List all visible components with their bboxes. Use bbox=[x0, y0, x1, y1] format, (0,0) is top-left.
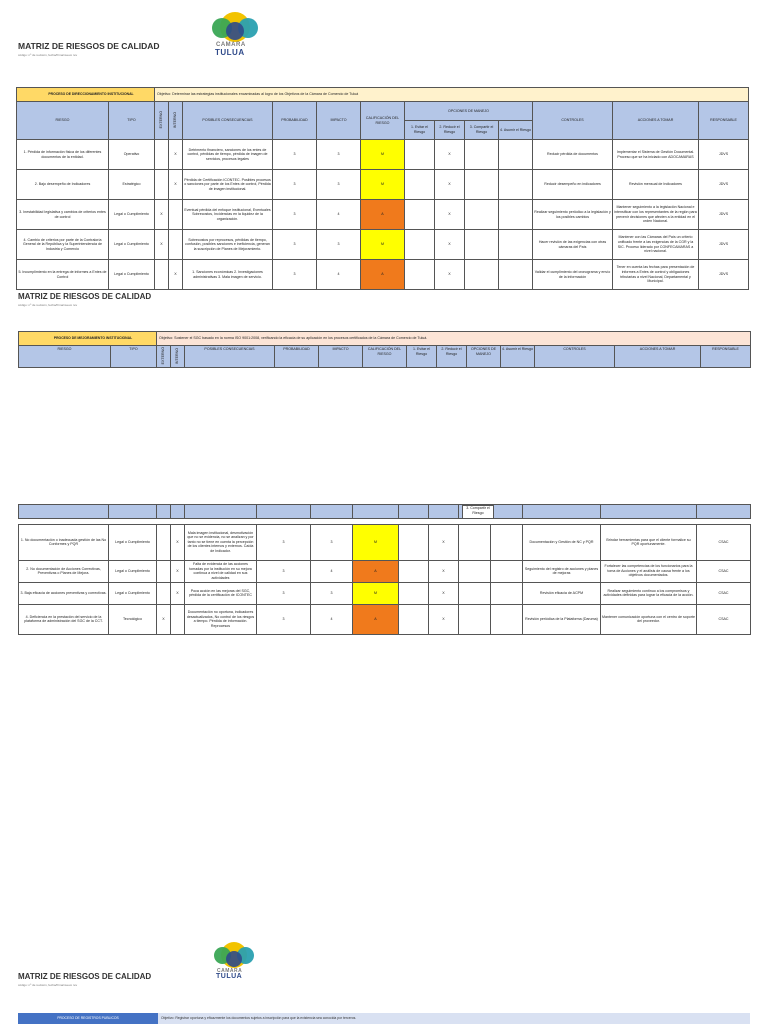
cell-controles: Hacer revisión de las exigencias con otras cámaras del País bbox=[533, 230, 613, 260]
logo-text-camara: CAMARA bbox=[217, 968, 243, 974]
header-riesgo: RIESGO bbox=[17, 102, 109, 140]
blank-header bbox=[697, 505, 751, 519]
cell-impacto: 3 bbox=[317, 140, 361, 170]
process-label: PROCESO DE DIRECCIONAMIENTO INSTITUCIONAL bbox=[17, 88, 155, 102]
header-impacto: IMPACTO bbox=[319, 346, 363, 368]
cell-responsable: CSAC bbox=[697, 582, 751, 604]
cell-asumir bbox=[499, 170, 533, 200]
cell-tipo: Estratégico bbox=[109, 170, 155, 200]
cell-asumir bbox=[499, 140, 533, 170]
header-interno: INTERNO bbox=[171, 346, 185, 368]
cell-externo: X bbox=[155, 200, 169, 230]
cell-externo bbox=[157, 582, 171, 604]
cell-interno: X bbox=[171, 524, 185, 560]
header-consecuencias: POSIBLES CONSECUENCIAS bbox=[185, 346, 275, 368]
cell-reducir: X bbox=[435, 170, 465, 200]
cell-responsable: JDVS bbox=[699, 230, 749, 260]
blank-header bbox=[399, 505, 429, 519]
cell-riesgo: 5. Incumplimiento en la entrega de informes a Entes de Control bbox=[17, 260, 109, 290]
cell-asumir bbox=[491, 560, 523, 582]
header-consecuencias: POSIBLES CONSECUENCIAS bbox=[183, 102, 273, 140]
header-reducir: 2. Reducir el Riesgo bbox=[437, 346, 467, 368]
header-controles: CONTROLES bbox=[535, 346, 615, 368]
cell-reducir: X bbox=[429, 604, 459, 634]
cell-interno bbox=[169, 230, 183, 260]
blank-header bbox=[523, 505, 601, 519]
cell-controles: Realizar seguimiento periódico a la legislación y los posibles cambios bbox=[533, 200, 613, 230]
header-probabilidad: PROBABILIDAD bbox=[275, 346, 319, 368]
cell-tipo: Legal o Cumplimiento bbox=[109, 582, 157, 604]
process-objective: Objetivo: Sostener el SGC basado en la norma ISO 9001:2008, verificando la eficacia de su aplicación en los procesos certificados de la Cámara de Comercio de Tuluá. bbox=[157, 332, 751, 346]
cell-riesgo: 3. Inestabilidad legislativa y cambios de criterios entes de control bbox=[17, 200, 109, 230]
risk-table-mejoramiento-rows bbox=[18, 504, 751, 635]
process-objective-bar bbox=[158, 1013, 750, 1024]
cell-reducir: X bbox=[435, 260, 465, 290]
cell-interno: X bbox=[171, 582, 185, 604]
camara-tulua-logo-bottom bbox=[214, 942, 254, 980]
cell-responsable: JDVS bbox=[699, 200, 749, 230]
header-asumir: 4. Asumir el Riesgo bbox=[499, 121, 533, 140]
blank-header bbox=[257, 505, 311, 519]
header-evitar: 1. Evitar el Riesgo bbox=[407, 346, 437, 368]
process-label: PROCESO DE MEJORAMIENTO INSTITUCIONAL bbox=[19, 332, 157, 346]
cell-impacto: 4 bbox=[317, 200, 361, 230]
cell-reducir: X bbox=[429, 560, 459, 582]
cell-controles: Revisión periódica de la Plataforma (Daruma) bbox=[523, 604, 601, 634]
cell-acciones: Fortalecer las competencias de los funcionarios para la toma de Acciones y el análisis de causa frente a los objetivos documentados. bbox=[601, 560, 697, 582]
process-objective: Objetivo: Determinar las estrategias institucionales encaminadas al logro de los Objetivos de la Cámara de Comercio de Tuluá bbox=[155, 88, 749, 102]
header-reducir: 2. Reducir el Riesgo bbox=[435, 121, 465, 140]
header-tipo: TIPO bbox=[111, 346, 157, 368]
header-externo: EXTERNO bbox=[155, 102, 169, 140]
cell-externo: X bbox=[157, 604, 171, 634]
header-tipo: TIPO bbox=[109, 102, 155, 140]
header-calificacion: CALIFICACIÓN DEL RIESGO bbox=[363, 346, 407, 368]
cell-reducir: X bbox=[429, 582, 459, 604]
cell-controles: Validar el cumplimiento del cronograma y envío de la información bbox=[533, 260, 613, 290]
table-row bbox=[17, 170, 749, 200]
camara-tulua-logo bbox=[212, 12, 258, 57]
cell-calificacion: M bbox=[353, 582, 399, 604]
cell-reducir: X bbox=[435, 200, 465, 230]
logo-text-tulua: TULUA bbox=[215, 48, 245, 57]
cell-riesgo: 1. Pérdida de información física de los diferentes documentos de la entidad. bbox=[17, 140, 109, 170]
blank-header bbox=[185, 505, 257, 519]
cell-externo: X bbox=[155, 230, 169, 260]
cell-interno bbox=[169, 200, 183, 230]
cell-evitar bbox=[399, 524, 429, 560]
header-acciones: ACCIONES A TOMAR bbox=[615, 346, 701, 368]
cell-probabilidad: 3 bbox=[257, 582, 311, 604]
cell-compartir bbox=[459, 560, 491, 582]
cell-consecuencias: Poca acción en las mejoras del SGC, pérdida de la certificación de ICONTEC bbox=[185, 582, 257, 604]
compartir-label: 3. Compartir el Riesgo bbox=[462, 505, 494, 519]
cell-calificacion: A bbox=[353, 604, 399, 634]
cell-tipo: Legal o Cumplimiento bbox=[109, 260, 155, 290]
cell-consecuencias: Mala imagen institucional, desmotivación que no se evidencia, no se analizan y por tanto no se tiene en cuenta la percepción de los clientes internos y externos. Caída de Indicador. bbox=[185, 524, 257, 560]
cell-responsable: JDVS bbox=[699, 140, 749, 170]
cell-acciones: Mantener seguimiento a la legislación Nacional e intensificar con los representantes de la región para prevenir decisiones que afecten a la entidad en el orden Nacional. bbox=[613, 200, 699, 230]
cell-interno: X bbox=[171, 560, 185, 582]
cell-asumir bbox=[499, 230, 533, 260]
logo-blue-circle bbox=[226, 951, 242, 967]
table-row bbox=[17, 260, 749, 290]
cell-interno: X bbox=[169, 170, 183, 200]
cell-impacto: 3 bbox=[317, 230, 361, 260]
cell-controles: Documentación y Gestión de NC y PQR bbox=[523, 524, 601, 560]
cell-acciones: Mantener con las Cámaras del País un criterio unificado frente a las exigencias de la CGR y la SIC. Proceso liderado por CONFECAMARAS a nivel nacional. bbox=[613, 230, 699, 260]
cell-calificacion: M bbox=[353, 524, 399, 560]
table-row bbox=[19, 560, 751, 582]
process-label: PROCESO DE REGISTROS PUBLICOS bbox=[57, 1016, 119, 1020]
cell-riesgo: 2. Bajo desempeño de Indicadores bbox=[17, 170, 109, 200]
cell-responsable: CSAC bbox=[697, 560, 751, 582]
section4-subtitle: código: nº de revisión, fecha/firma/nuevo rev bbox=[18, 983, 78, 987]
cell-controles: Seguimiento del registro de acciones y planes de mejoras bbox=[523, 560, 601, 582]
table-row bbox=[17, 200, 749, 230]
cell-asumir bbox=[491, 582, 523, 604]
blank-header bbox=[311, 505, 353, 519]
cell-riesgo: 4. Deficiencia en la prestación del servicio de la plataforma de administración del SGC de la CCT. bbox=[19, 604, 109, 634]
cell-reducir: X bbox=[435, 140, 465, 170]
cell-impacto: 4 bbox=[311, 604, 353, 634]
header-controles: CONTROLES bbox=[533, 102, 613, 140]
header-asumir: 4. Asumir el Riesgo bbox=[501, 346, 535, 368]
cell-tipo: Tecnológico bbox=[109, 604, 157, 634]
cell-consecuencias: Eventual pérdida del enfoque institucional, Eventuales Sobrecostos, Incidencias en la liquidez de la organización. bbox=[183, 200, 273, 230]
cell-probabilidad: 3 bbox=[273, 140, 317, 170]
cell-asumir bbox=[491, 604, 523, 634]
cell-reducir: X bbox=[429, 524, 459, 560]
table-row bbox=[19, 604, 751, 634]
cell-riesgo: 2. No documentación de Acciones Correctivas, Preventivas o Planes de Mejora. bbox=[19, 560, 109, 582]
cell-acciones: Brindar herramientas para que el cliente formalice su PQR oportunamente. bbox=[601, 524, 697, 560]
cell-compartir bbox=[465, 200, 499, 230]
table-row bbox=[17, 230, 749, 260]
cell-reducir: X bbox=[435, 230, 465, 260]
cell-compartir bbox=[459, 524, 491, 560]
cell-tipo: Legal o Cumplimiento bbox=[109, 560, 157, 582]
cell-impacto: 3 bbox=[311, 524, 353, 560]
header-acciones: ACCIONES A TOMAR bbox=[613, 102, 699, 140]
cell-evitar bbox=[399, 582, 429, 604]
cell-evitar bbox=[399, 604, 429, 634]
cell-riesgo: 4. Cambio de criterios por parte de la Contraloría General de la República y la Superintendencia de Industria y Comercio bbox=[17, 230, 109, 260]
cell-probabilidad: 3 bbox=[273, 260, 317, 290]
blank-header bbox=[157, 505, 171, 519]
cell-acciones: Tener en cuenta las fechas para presentación de informes a Entes de control y obligaciones tributarias a nivel Nacional, Departamental y Municipal. bbox=[613, 260, 699, 290]
section2-subtitle: código: nº de revisión, fecha/firma/nuevo rev bbox=[18, 303, 78, 307]
cell-asumir bbox=[491, 524, 523, 560]
cell-tipo: Legal o Cumplimiento bbox=[109, 200, 155, 230]
blank-header bbox=[109, 505, 157, 519]
cell-acciones: Revisión mensual de Indicadores bbox=[613, 170, 699, 200]
cell-externo bbox=[157, 560, 171, 582]
cell-interno: X bbox=[169, 260, 183, 290]
cell-compartir bbox=[465, 170, 499, 200]
cell-responsable: CSAC bbox=[697, 524, 751, 560]
table-row bbox=[19, 582, 751, 604]
cell-calificacion: A bbox=[361, 260, 405, 290]
section2-title: MATRIZ DE RIESGOS DE CALIDAD bbox=[18, 292, 152, 301]
logo-text-camara: CAMARA bbox=[216, 42, 246, 48]
cell-probabilidad: 3 bbox=[273, 170, 317, 200]
cell-consecuencias: Documentación no oportuna, indicadores desactualizados, No control de los riesgos a tiempo. Pérdida de información. Reprocesos bbox=[185, 604, 257, 634]
cell-probabilidad: 3 bbox=[273, 230, 317, 260]
header-evitar: 1. Evitar el Riesgo bbox=[405, 121, 435, 140]
cell-consecuencias: Falta de evidencia de las acciones tomadas por la institución en su mejora continua a nivel de calidad en sus actividades bbox=[185, 560, 257, 582]
cell-externo bbox=[157, 524, 171, 560]
section4-title: MATRIZ DE RIESGOS DE CALIDAD bbox=[18, 972, 152, 981]
cell-calificacion: M bbox=[361, 230, 405, 260]
blank-header bbox=[171, 505, 185, 519]
cell-compartir bbox=[465, 260, 499, 290]
cell-asumir bbox=[499, 200, 533, 230]
cell-externo bbox=[155, 170, 169, 200]
process-label-bar bbox=[18, 1013, 158, 1024]
cell-controles: Revisión eficacia de ACPM bbox=[523, 582, 601, 604]
blank-header bbox=[429, 505, 459, 519]
header-opciones: OPCIONES DE MANEJO bbox=[467, 346, 501, 368]
cell-controles: Reducir pérdida de documentos bbox=[533, 140, 613, 170]
cell-tipo: Legal o Cumplimiento bbox=[109, 230, 155, 260]
cell-evitar bbox=[405, 260, 435, 290]
cell-compartir bbox=[459, 604, 491, 634]
cell-acciones: Implementar el Sistema de Gestión Documental. Proceso que se ha iniciado con ADOCAMARAS bbox=[613, 140, 699, 170]
cell-evitar bbox=[405, 230, 435, 260]
blank-header bbox=[353, 505, 399, 519]
cell-impacto: 4 bbox=[311, 560, 353, 582]
cell-interno: X bbox=[169, 140, 183, 170]
header-responsable: RESPONSABLE bbox=[699, 102, 749, 140]
header-impacto: IMPACTO bbox=[317, 102, 361, 140]
risk-table-direccionamiento bbox=[16, 87, 749, 290]
cell-responsable: JDVS bbox=[699, 260, 749, 290]
cell-probabilidad: 3 bbox=[257, 560, 311, 582]
cell-consecuencias: 1. Sanciones económicas 2. Investigaciones administrativas 3. Mala imagen de servicio. bbox=[183, 260, 273, 290]
header-riesgo: RIESGO bbox=[19, 346, 111, 368]
page-subtitle: código: nº de revisión, fecha/firma/nuevo rev bbox=[18, 53, 78, 57]
cell-consecuencias: Pérdida de Certificación ICONTEC. Posibles procesos o sanciones por parte de los Entes de control, Pérdida de imagen institucional. bbox=[183, 170, 273, 200]
cell-calificacion: A bbox=[361, 200, 405, 230]
header-responsable: RESPONSABLE bbox=[701, 346, 751, 368]
cell-riesgo: 3. Baja eficacia de acciones preventivas y correctivas. bbox=[19, 582, 109, 604]
cell-interno bbox=[171, 604, 185, 634]
cell-responsable: CSAC bbox=[697, 604, 751, 634]
header-calificacion: CALIFICACIÓN DEL RIESGO bbox=[361, 102, 405, 140]
cell-probabilidad: 3 bbox=[273, 200, 317, 230]
cell-controles: Reducir desempeño en indicadores bbox=[533, 170, 613, 200]
logo-blue-circle bbox=[226, 22, 244, 40]
cell-evitar bbox=[399, 560, 429, 582]
cell-asumir bbox=[499, 260, 533, 290]
cell-acciones: Realizar seguimiento continuo a los compromisos y actividades definidas para lograr la eficacia de la acción. bbox=[601, 582, 697, 604]
cell-calificacion: M bbox=[361, 140, 405, 170]
page-title: MATRIZ DE RIESGOS DE CALIDAD bbox=[18, 41, 160, 51]
cell-consecuencias: Detrimento financiero, sanciones de los entes de control, pérdidas de tiempo, pérdida de imagen de servicios, procesos legales bbox=[183, 140, 273, 170]
cell-externo bbox=[155, 260, 169, 290]
cell-compartir bbox=[459, 582, 491, 604]
cell-probabilidad: 3 bbox=[257, 604, 311, 634]
cell-calificacion: A bbox=[353, 560, 399, 582]
header-externo: EXTERNO bbox=[157, 346, 171, 368]
header-probabilidad: PROBABILIDAD bbox=[273, 102, 317, 140]
blank-header bbox=[491, 505, 523, 519]
table-row bbox=[17, 140, 749, 170]
header-opciones: OPCIONES DE MANEJO bbox=[405, 102, 533, 121]
logo-text-tulua: TULUA bbox=[216, 973, 243, 980]
cell-compartir bbox=[465, 230, 499, 260]
cell-responsable: JDVS bbox=[699, 170, 749, 200]
cell-externo bbox=[155, 140, 169, 170]
header-compartir: 3. Compartir el Riesgo bbox=[465, 121, 499, 140]
header-interno: INTERNO bbox=[169, 102, 183, 140]
cell-evitar bbox=[405, 140, 435, 170]
table-row bbox=[19, 524, 751, 560]
cell-tipo: Operativo bbox=[109, 140, 155, 170]
cell-calificacion: M bbox=[361, 170, 405, 200]
cell-impacto: 3 bbox=[311, 582, 353, 604]
cell-acciones: Mantener comunicación oportuna con el centro de soporte del proveedor. bbox=[601, 604, 697, 634]
blank-header bbox=[601, 505, 697, 519]
cell-riesgo: 1. No documentación o inadecuada gestión de las No Conformes y PQR bbox=[19, 524, 109, 560]
cell-evitar bbox=[405, 170, 435, 200]
blank-header bbox=[19, 505, 109, 519]
cell-impacto: 4 bbox=[317, 260, 361, 290]
cell-compartir bbox=[465, 140, 499, 170]
risk-table-mejoramiento bbox=[18, 331, 751, 368]
cell-consecuencias: Sobrecostos por reprocesos, pérdidas de tiempo, confusión, posibles sanciones e ineficiencia, generan la suscripción de Planes de Mejoramiento. bbox=[183, 230, 273, 260]
cell-impacto: 3 bbox=[317, 170, 361, 200]
cell-evitar bbox=[405, 200, 435, 230]
cell-tipo: Legal o Cumplimiento bbox=[109, 524, 157, 560]
cell-probabilidad: 3 bbox=[257, 524, 311, 560]
process-objective: Objetivo: Registrar oportuna y eficazmente los documentos sujetos a inscripción para que la existencia sea conocida por terceros. bbox=[161, 1016, 357, 1020]
